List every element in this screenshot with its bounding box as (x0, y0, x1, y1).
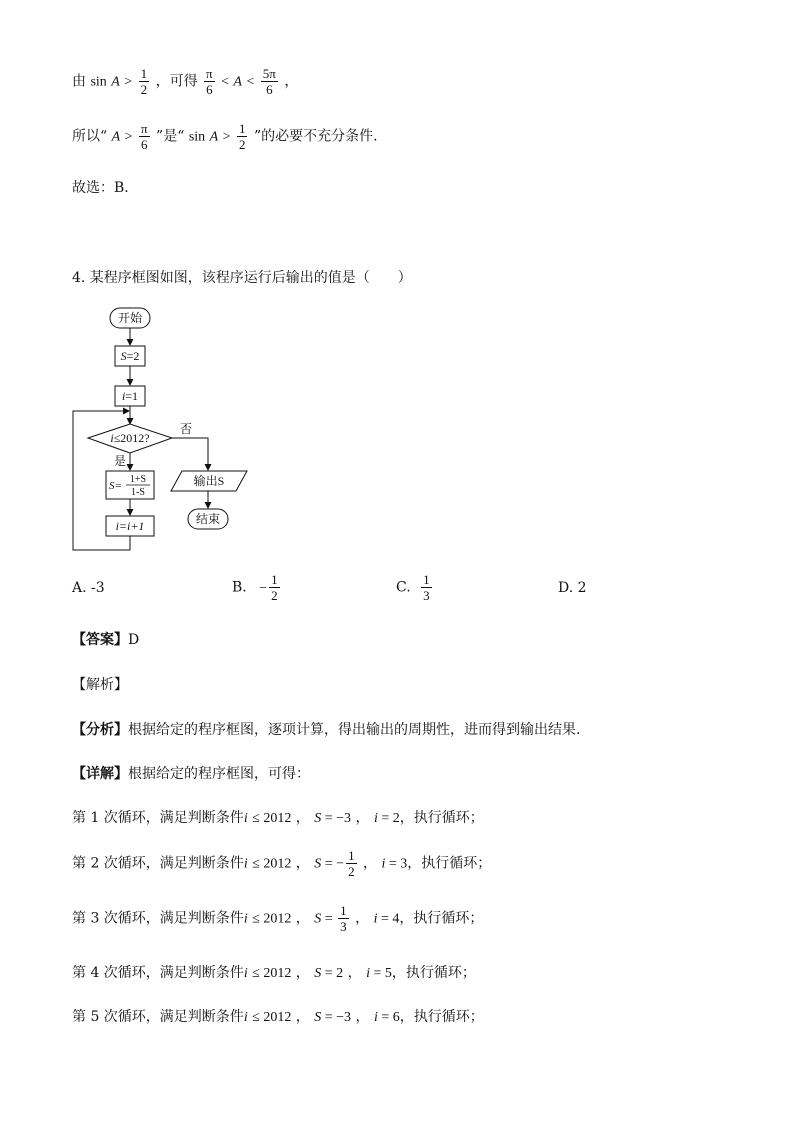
var-i: i (243, 856, 248, 872)
end-label: 结束 (195, 512, 221, 526)
condition: ≤ 2012 (252, 856, 292, 872)
option-a: A. -3 (72, 580, 105, 596)
xiangjie-label: 【详解】 (72, 766, 128, 782)
var-i: i (373, 811, 378, 826)
text: ，可得 (155, 73, 198, 90)
start-label: 开始 (117, 311, 143, 325)
numerator: π (141, 121, 148, 136)
text: 所以“ (72, 128, 108, 145)
minus-sign: − (259, 580, 268, 596)
var-i: i (373, 911, 378, 927)
numerator: 1 (348, 848, 355, 863)
numerator: 1 (340, 903, 347, 918)
denominator: 3 (423, 588, 430, 603)
answer-label: 【答案】 (72, 632, 128, 648)
var-a: A (209, 129, 219, 145)
lt: < (246, 74, 255, 90)
solution-choice: 故选：B. (72, 180, 129, 196)
option-b-label: B. (232, 579, 247, 596)
fraction (269, 572, 280, 603)
no-branch-line (172, 438, 208, 469)
var-i: i (366, 966, 370, 981)
denominator: 6 (206, 82, 213, 97)
i-value: 4 (392, 911, 400, 927)
fenxi-label: 【分析】 (72, 722, 128, 738)
text: ， (284, 73, 299, 90)
answer-line (72, 629, 139, 649)
xiangjie-line (72, 763, 310, 783)
loop-line-1: 第 1 次循环，满足判断条件i ≤ 2012 ， S = −3 ， i = 2，执行循环； (72, 810, 484, 826)
denominator: 3 (340, 919, 347, 934)
numerator: 1 (423, 572, 430, 587)
denominator: 2 (238, 137, 246, 152)
loop-line-4: 第 4 次循环，满足判断条件i ≤ 2012 ， S = 2 ， i = 5，执行循环； (72, 965, 476, 981)
fenxi-text: 根据给定的程序框图，逐项计算，得出输出的周期性，进而得到输出结果. (128, 722, 581, 738)
s-value: −3 (336, 811, 352, 826)
assign-den: 1-S (131, 487, 145, 498)
init-i-label: i=1 (121, 389, 139, 403)
solution-line-1 (72, 66, 298, 97)
loop-suffix: ，执行循环； (407, 855, 492, 872)
loop-suffix: ，执行循环； (399, 1009, 484, 1025)
fraction-pi-6 (139, 121, 150, 152)
var-s: S (314, 856, 322, 872)
i-value: 3 (400, 856, 408, 872)
loop-line-5: 第 5 次循环，满足判断条件i ≤ 2012 ， S = −3 ， i = 6，执行循环； (72, 1009, 484, 1025)
text: 由 (72, 73, 86, 90)
text: ”的必要不充分条件. (253, 128, 378, 145)
lt: < (221, 74, 229, 90)
flowchart (60, 300, 260, 560)
loop-prefix: 第 5 次循环，满足判断条件 (72, 1009, 244, 1025)
solution-line-2 (72, 121, 378, 152)
fraction-half (237, 121, 248, 152)
analysis-label: 【解析】 (72, 677, 128, 693)
loop-prefix: 第 4 次循环，满足判断条件 (72, 965, 244, 981)
denominator: 2 (271, 588, 278, 603)
xiangjie-text: 根据给定的程序框图，可得： (128, 766, 310, 782)
option-d: D. 2 (558, 580, 587, 596)
denominator: 2 (140, 82, 148, 97)
condition: ≤ 2012 (252, 911, 292, 927)
fraction-pi-6 (204, 66, 215, 97)
option-c (396, 572, 434, 603)
numerator: 5π (262, 66, 276, 81)
var-i: i (243, 911, 248, 927)
increment-label: i=i+1 (115, 519, 145, 533)
var-a: A (111, 129, 121, 145)
var-i: i (373, 1010, 378, 1025)
assign-num: 1+S (129, 474, 147, 485)
loop-line-3: 第 3 次循环，满足判断条件i ≤ 2012 ， S = $\frac{1}{3}$ ， i = 4，执行循环； (72, 903, 484, 934)
var-a: A (111, 74, 120, 90)
question-4-stem: 4. 某程序框图如图，该程序运行后输出的值是（ ） (72, 270, 412, 286)
gt: > (124, 129, 133, 145)
fraction (421, 572, 432, 603)
loop-prefix: 第 1 次循环，满足判断条件 (72, 810, 244, 826)
var-i: i (243, 1010, 248, 1025)
decision-label: i≤2012? (110, 431, 150, 445)
loop-suffix: ，执行循环； (391, 965, 476, 981)
loop-prefix: 第 3 次循环，满足判断条件 (72, 910, 244, 927)
condition: ≤ 2012 (252, 811, 292, 826)
var-a: A (233, 74, 242, 90)
gt: > (124, 74, 133, 90)
denominator: 6 (266, 82, 273, 97)
loop-prefix: 第 2 次循环，满足判断条件 (72, 855, 244, 872)
denominator: 2 (348, 864, 355, 879)
s-fraction (338, 903, 349, 934)
numerator: 1 (271, 572, 278, 587)
s-fraction (346, 848, 357, 879)
loop-suffix: ，执行循环； (399, 810, 484, 826)
condition: ≤ 2012 (252, 1010, 292, 1025)
option-b (232, 572, 282, 603)
no-label: 否 (180, 422, 193, 436)
var-i: i (243, 966, 248, 981)
init-s-label: S=2 (120, 349, 140, 363)
text: ”是“ (156, 128, 185, 145)
var-s: S (314, 811, 322, 826)
var-s: S (314, 911, 322, 927)
s-value: −3 (336, 1010, 352, 1025)
gt: > (222, 129, 231, 145)
assign-left: S= (109, 480, 122, 492)
i-value: 6 (392, 1010, 400, 1025)
loop-suffix: ，执行循环； (399, 910, 484, 927)
i-value: 2 (392, 811, 400, 826)
sin: sin (90, 74, 107, 90)
output-label: 输出S (193, 474, 225, 488)
sin: sin (188, 129, 206, 145)
fraction-half (139, 66, 150, 97)
fenxi-line (72, 719, 580, 739)
denominator: 6 (141, 137, 148, 152)
numerator: π (206, 66, 213, 81)
option-c-label: C. (396, 579, 411, 596)
numerator: 1 (238, 121, 246, 136)
numerator: 1 (140, 66, 148, 81)
condition: ≤ 2012 (252, 966, 292, 981)
var-i: i (243, 811, 248, 826)
yes-label: 是 (114, 454, 127, 468)
var-i: i (381, 856, 386, 872)
i-value: 5 (384, 966, 392, 981)
loop-line-2: 第 2 次循环，满足判断条件i ≤ 2012 ， S = − $\frac{1}{2}$ ， i = 3，执行循环； (72, 848, 492, 879)
var-s: S (314, 966, 322, 981)
fraction-5pi-6 (261, 66, 278, 97)
s-value: 2 (336, 966, 344, 981)
var-s: S (314, 1010, 322, 1025)
answer-value: D (128, 632, 140, 648)
minus-sign: − (336, 856, 345, 872)
